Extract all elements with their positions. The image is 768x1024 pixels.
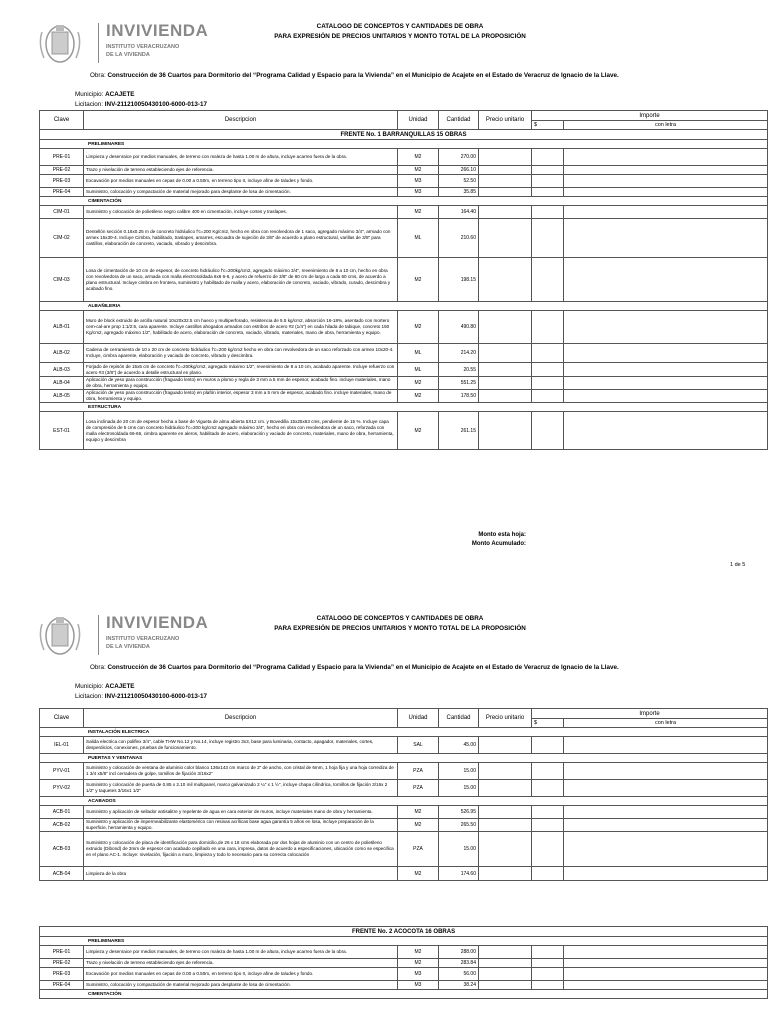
row-importe-numero[interactable] xyxy=(532,377,564,390)
col-descripcion-header: Descripcion xyxy=(84,709,398,728)
municipio-line: Municipio: ACAJETE xyxy=(75,91,135,98)
row-clave: PYV-01 xyxy=(40,763,84,780)
section-row xyxy=(40,140,768,149)
table-row xyxy=(40,390,768,403)
licitacion-value: INV-211210050430100-6000-013-17 xyxy=(104,101,208,108)
row-unidad: M2 xyxy=(398,390,439,403)
row-importe-letra[interactable] xyxy=(564,867,768,881)
col-precio-header: Precio unitario xyxy=(479,709,532,728)
row-clave: CIM-03 xyxy=(40,258,84,302)
section-title: PRELIMINARES xyxy=(40,937,768,946)
licitacion-line: Licitacion: INV-211210050430100-6000-013-17 xyxy=(75,101,208,108)
row-importe-numero[interactable] xyxy=(532,819,564,832)
row-importe-letra[interactable] xyxy=(564,258,768,302)
row-importe-numero[interactable] xyxy=(532,149,564,166)
row-description: Losa de cimentación de 10 cm de espesor, de concreto hidráulico f'c=200kg/cm2, agregado máximo 3/4", revenimiento de 8 a 10 cm, hecho en obra con revolvedora de un saco, armada con malla electrosoldada 6x6 6-6, y acero de refuerzo de 3/8" de 60 cm de largo a cada 60 cms, de acuerdo a plano estructural. Incluye cimbra en frontera, suministro y habilitado de malla y acero, elaboración de concreto, vaciado, vibrado, curado, descimbra y acabado fino. xyxy=(84,258,398,302)
row-importe-letra[interactable] xyxy=(564,344,768,363)
brand-subtitle-1: INSTITUTO VERACRUZANO xyxy=(106,636,180,642)
row-description: Limpieza de la obra xyxy=(84,867,398,881)
row-clave: ACB-02 xyxy=(40,819,84,832)
row-importe-letra[interactable] xyxy=(564,219,768,258)
row-description: Forjado de repisón de 15x5 cm de concreto f'c=200kg/cm2, agregado máximo 1/2", revenimiento de 8 a 10 cm, acabado aparente. Incluye refuerzo con acero #3 (3/8") de acuerdo a detalle estructural en plano. xyxy=(84,363,398,377)
municipio-value: ACAJETE xyxy=(105,91,135,98)
row-importe-letra[interactable] xyxy=(564,832,768,867)
section-row xyxy=(40,728,768,737)
row-importe-numero[interactable] xyxy=(532,206,564,219)
municipio-value: ACAJETE xyxy=(105,683,135,690)
row-unidad: ML xyxy=(398,344,439,363)
row-cantidad: 38.24 xyxy=(439,981,479,990)
section-title: INSTALACIÓN ELECTRICA xyxy=(40,728,768,737)
row-precio-unitario[interactable] xyxy=(479,258,532,302)
section-row xyxy=(40,754,768,763)
row-precio-unitario[interactable] xyxy=(479,832,532,867)
row-description: Aplicación de yeso para construcción (fraguado lento) en muros a plomo y regla de 3 mm a 5 mm de espesor, acabado fino. incluye materiales, mano de obra, herramienta y equipo. xyxy=(84,377,398,390)
row-clave: PRE-04 xyxy=(40,188,84,197)
monto-summary xyxy=(450,531,526,549)
table-row xyxy=(40,946,768,959)
row-unidad: M3 xyxy=(398,981,439,990)
col-dollar-header: $ xyxy=(532,121,564,130)
col-cantidad-header: Cantidad xyxy=(439,111,479,130)
table-row xyxy=(40,166,768,175)
row-clave: ALB-03 xyxy=(40,363,84,377)
row-description: Suministro y colocación de polietileno negro calibre 400 en cimentación, incluye cortes y traslapes. xyxy=(84,206,398,219)
col-cantidad-header: Cantidad xyxy=(439,709,479,728)
row-clave: PRE-02 xyxy=(40,166,84,175)
row-unidad: M2 xyxy=(398,412,439,450)
row-clave: PYV-02 xyxy=(40,780,84,797)
obra-text: Construcción de 36 Cuartos para Dormitorio del “Programa Calidad y Espacio para la Vivienda” en el Municipio de Acajete en el Estado de Veracruz de Ignacio de la Llave. xyxy=(107,664,619,671)
licitacion-value: INV-211210050430100-6000-013-17 xyxy=(104,693,208,700)
row-cantidad: 174.60 xyxy=(439,867,479,881)
col-dollar-header: $ xyxy=(532,719,564,728)
row-clave: ACB-01 xyxy=(40,806,84,819)
row-importe-letra[interactable] xyxy=(564,166,768,175)
monto-hoja-label: Monto esta hoja: xyxy=(478,532,526,538)
row-precio-unitario[interactable] xyxy=(479,363,532,377)
row-cantidad: 490.80 xyxy=(439,311,479,344)
row-importe-letra[interactable] xyxy=(564,959,768,968)
licitacion-line: Licitacion: INV-211210050430100-6000-013-17 xyxy=(75,693,208,700)
concepts-table xyxy=(39,708,768,881)
row-importe-numero[interactable] xyxy=(532,344,564,363)
row-importe-letra[interactable] xyxy=(564,363,768,377)
col-unidad-header: Unidad xyxy=(398,111,439,130)
obra-text: Construcción de 36 Cuartos para Dormitorio del “Programa Calidad y Espacio para la Vivienda” en el Municipio de Acajete en el Estado de Veracruz de Ignacio de la Llave. xyxy=(107,72,619,79)
row-precio-unitario[interactable] xyxy=(479,819,532,832)
row-precio-unitario[interactable] xyxy=(479,344,532,363)
row-importe-numero[interactable] xyxy=(532,166,564,175)
row-cantidad: 214.20 xyxy=(439,344,479,363)
brand-subtitle-1: INSTITUTO VERACRUZANO xyxy=(106,44,180,50)
section-row xyxy=(40,197,768,206)
row-description: Suministro y colocación de ventana de aluminio color blanco 136x143 cm marco de 2" de ancho, con cristal de 6mm, 1 hoja fija y una hoja corrediza de 1 3/4 x5/8" incl cerradera de golpe, tornillos de fijación 3/16x2" xyxy=(84,763,398,780)
obra-label: Obra: xyxy=(90,72,106,79)
row-importe-numero[interactable] xyxy=(532,390,564,403)
row-unidad: PZA xyxy=(398,763,439,780)
row-importe-numero[interactable] xyxy=(532,780,564,797)
row-description: Excavación por medios manuales en cepas de 0.00 a 0.50m, en terreno tipo II, incluye afine de taludes y fondo. xyxy=(84,175,398,188)
obra-line xyxy=(90,72,619,79)
row-importe-numero[interactable] xyxy=(532,737,564,754)
row-precio-unitario[interactable] xyxy=(479,188,532,197)
table-row xyxy=(40,968,768,981)
row-cantidad: 20.55 xyxy=(439,363,479,377)
row-clave: ALB-04 xyxy=(40,377,84,390)
monto-acumulado-label: Monto Acumulado: xyxy=(471,541,526,547)
section-row xyxy=(40,403,768,412)
section-title: ACABADOS xyxy=(40,797,768,806)
row-importe-letra[interactable] xyxy=(564,149,768,166)
row-clave: ACB-04 xyxy=(40,867,84,881)
row-description: Limpieza y desenraice por medios manuales, de terreno con maleza de hasta 1.00 m de altura, incluye acarreo fuera de la obra. xyxy=(84,946,398,959)
section-title: ESTRUCTURA xyxy=(40,403,768,412)
row-description: Cadena de cerramiento de 10 x 20 cm de concreto hidráulico f'c=200 kg/cm2 hecho en obra con revolvedora de un saco reforzado con armex 10x20-4. Incluye, cimbra aparente, elaboración y vaciado de concreto, vibrado y descimbra. xyxy=(84,344,398,363)
municipio-line: Municipio: ACAJETE xyxy=(75,683,135,690)
table-row xyxy=(40,737,768,754)
row-importe-letra[interactable] xyxy=(564,377,768,390)
table-row xyxy=(40,832,768,867)
row-importe-letra[interactable] xyxy=(564,188,768,197)
row-importe-numero[interactable] xyxy=(532,968,564,981)
section-title: CIMENTACIÓN xyxy=(40,197,768,206)
row-cantidad: 15.00 xyxy=(439,763,479,780)
table-row xyxy=(40,867,768,881)
table-row xyxy=(40,412,768,450)
title-line-1: CATALOGO DE CONCEPTOS Y CANTIDADES DE OBRA xyxy=(316,615,484,622)
col-descripcion-header: Descripcion xyxy=(84,111,398,130)
title-line-2: PARA EXPRESIÓN DE PRECIOS UNITARIOS Y MONTO TOTAL DE LA PROPOSICIÓN xyxy=(274,33,526,40)
table-row xyxy=(40,780,768,797)
row-description: Suministro y aplicación de sellador antisalitre y repelente de agua en cara exterior de muros, incluye materiales mano de obra y herramienta. xyxy=(84,806,398,819)
row-importe-numero[interactable] xyxy=(532,412,564,450)
row-importe-numero[interactable] xyxy=(532,311,564,344)
row-unidad: M2 xyxy=(398,311,439,344)
row-precio-unitario[interactable] xyxy=(479,763,532,780)
row-precio-unitario[interactable] xyxy=(479,377,532,390)
row-unidad: M2 xyxy=(398,867,439,881)
row-cantidad: 270.00 xyxy=(439,149,479,166)
table-row xyxy=(40,363,768,377)
concepts-table-frente-2 xyxy=(39,926,768,999)
frente-title: FRENTE No. 1 BARRANQUILLAS 15 OBRAS xyxy=(40,130,768,140)
row-importe-numero[interactable] xyxy=(532,763,564,780)
row-unidad: SAL xyxy=(398,737,439,754)
frente-title: FRENTE No. 2 ACOCOTA 16 OBRAS xyxy=(40,927,768,937)
brand-subtitle-2: DE LA VIVIENDA xyxy=(106,52,150,58)
table-row xyxy=(40,175,768,188)
row-unidad: M2 xyxy=(398,806,439,819)
row-description: Dentellón sección 0.16x0.25 m de concreto hidráulico f'c=200 Kg/cm2, hecho en obra con revolvedora de 1 saco, agregado máximo 3/4", armado con armex 15x30-4. Incluye Cimbra, habilitado, traslapes, amarres, escuadra de sujeción de 3/8" de acuerdo a plano estructural, varillas de 3/8" para castillos, elaboración de concreto, vaciado, vibrado y descimbra. xyxy=(84,219,398,258)
row-importe-letra[interactable] xyxy=(564,737,768,754)
col-unidad-header: Unidad xyxy=(398,709,439,728)
row-precio-unitario[interactable] xyxy=(479,206,532,219)
row-cantidad: 198.15 xyxy=(439,258,479,302)
row-unidad: ML xyxy=(398,219,439,258)
row-importe-numero[interactable] xyxy=(532,188,564,197)
row-cantidad: 52.50 xyxy=(439,175,479,188)
table-row xyxy=(40,258,768,302)
row-importe-letra[interactable] xyxy=(564,806,768,819)
row-unidad: M2 xyxy=(398,206,439,219)
col-clave-header: Clave xyxy=(40,111,84,130)
table-row xyxy=(40,981,768,990)
document-title xyxy=(260,22,540,42)
row-description: Suministro y colocación de puerta de 0.85 x 2.10 mil multipanel, marco galvanizado 2 ¼" x 1 ½", incluye chapa cilíndrica, tornillos de fijación 3/16x 2 1/2" y taquetes 3/16x1 1/2" xyxy=(84,780,398,797)
concepts-table xyxy=(39,110,768,450)
row-cantidad: 283.84 xyxy=(439,959,479,968)
row-importe-numero[interactable] xyxy=(532,981,564,990)
row-description: Suministro, colocación y compactación de material mejorado para desplante de losa de cimentación. xyxy=(84,188,398,197)
row-cantidad: 178.50 xyxy=(439,390,479,403)
row-importe-letra[interactable] xyxy=(564,311,768,344)
row-cantidad: 526.95 xyxy=(439,806,479,819)
row-unidad: PZA xyxy=(398,832,439,867)
row-importe-numero[interactable] xyxy=(532,867,564,881)
title-line-1: CATALOGO DE CONCEPTOS Y CANTIDADES DE OBRA xyxy=(316,23,484,30)
row-clave: PRE-04 xyxy=(40,981,84,990)
row-clave: ALB-01 xyxy=(40,311,84,344)
row-precio-unitario[interactable] xyxy=(479,780,532,797)
row-importe-letra[interactable] xyxy=(564,968,768,981)
row-cantidad: 288.00 xyxy=(439,946,479,959)
obra-line xyxy=(90,664,619,671)
row-precio-unitario[interactable] xyxy=(479,981,532,990)
document-title xyxy=(260,614,540,634)
row-unidad: M2 xyxy=(398,819,439,832)
col-precio-header: Precio unitario xyxy=(479,111,532,130)
section-title: CIMENTACIÓN xyxy=(40,990,768,999)
title-line-2: PARA EXPRESIÓN DE PRECIOS UNITARIOS Y MONTO TOTAL DE LA PROPOSICIÓN xyxy=(274,625,526,632)
section-title: PUERTAS Y VENTANAS xyxy=(40,754,768,763)
row-precio-unitario[interactable] xyxy=(479,946,532,959)
table-row xyxy=(40,819,768,832)
row-importe-letra[interactable] xyxy=(564,819,768,832)
row-unidad: PZA xyxy=(398,780,439,797)
row-cantidad: 164.40 xyxy=(439,206,479,219)
row-description: Limpieza y desenraice por medios manuales, de terreno con maleza de hasta 1.00 m de altura, incluye acarreo fuera de la obra. xyxy=(84,149,398,166)
row-description: Muro de block extruido de arcilla natural 10x20x32.5 cm hueco y multiperforado, resistencia de 5.5 kg/cm2, absorción 16-18%, asentado con mortero cem-cal-are prop 1:1/2:6, cara aparente. Incluye castillos ahogados armados con estribos de acero #2 (1/4") en cada hilada de tabique, concreto 150 Kg/cm2, agregado máximo 1/2", habilitado de acero, elaboración de concreto, vaciado, vibrado, materiales, mano de obra, herramienta y equipo. xyxy=(84,311,398,344)
section-title: ALBAÑILERIA xyxy=(40,302,768,311)
row-importe-numero[interactable] xyxy=(532,946,564,959)
row-importe-letra[interactable] xyxy=(564,412,768,450)
row-importe-letra[interactable] xyxy=(564,780,768,797)
row-clave: PRE-03 xyxy=(40,968,84,981)
row-unidad: M2 xyxy=(398,946,439,959)
row-description: Suministro, colocación y compactación de material mejorado para desplante de losa de cimentación. xyxy=(84,981,398,990)
row-clave: ALB-02 xyxy=(40,344,84,363)
table-row xyxy=(40,344,768,363)
row-precio-unitario[interactable] xyxy=(479,867,532,881)
table-row xyxy=(40,806,768,819)
row-unidad: M2 xyxy=(398,377,439,390)
row-importe-numero[interactable] xyxy=(532,219,564,258)
row-importe-numero[interactable] xyxy=(532,832,564,867)
col-importe-header: Importe xyxy=(532,709,768,719)
row-precio-unitario[interactable] xyxy=(479,959,532,968)
row-cantidad: 35.85 xyxy=(439,188,479,197)
table-row xyxy=(40,311,768,344)
row-precio-unitario[interactable] xyxy=(479,311,532,344)
row-unidad: M3 xyxy=(398,188,439,197)
row-importe-numero[interactable] xyxy=(532,363,564,377)
row-unidad: M2 xyxy=(398,149,439,166)
row-clave: EST-01 xyxy=(40,412,84,450)
row-cantidad: 265.50 xyxy=(439,819,479,832)
row-precio-unitario[interactable] xyxy=(479,968,532,981)
row-clave: ACB-03 xyxy=(40,832,84,867)
row-precio-unitario[interactable] xyxy=(479,737,532,754)
section-row xyxy=(40,302,768,311)
row-importe-numero[interactable] xyxy=(532,959,564,968)
row-precio-unitario[interactable] xyxy=(479,175,532,188)
row-precio-unitario[interactable] xyxy=(479,219,532,258)
row-cantidad: 551.25 xyxy=(439,377,479,390)
row-unidad: M2 xyxy=(398,166,439,175)
row-importe-numero[interactable] xyxy=(532,258,564,302)
section-row xyxy=(40,990,768,999)
brand-name: INVIVIENDA xyxy=(106,21,209,40)
row-description: Trazo y nivelación de terreno estableciendo ejes de referencia. xyxy=(84,166,398,175)
row-precio-unitario[interactable] xyxy=(479,390,532,403)
row-unidad: M2 xyxy=(398,959,439,968)
col-importe-header: Importe xyxy=(532,111,768,121)
row-importe-letra[interactable] xyxy=(564,206,768,219)
row-cantidad: 15.00 xyxy=(439,780,479,797)
row-importe-letra[interactable] xyxy=(564,981,768,990)
row-clave: PRE-02 xyxy=(40,959,84,968)
veracruz-seal-icon xyxy=(36,22,84,66)
row-unidad: M3 xyxy=(398,175,439,188)
section-title: PRELIMINARES xyxy=(40,140,768,149)
row-description: Suministro y aplicación de impermeabilizante elastomérico con resinas acrílicas base agua garantía 5 años en losa, incluye preparación de la superficie, herramienta y equipo. xyxy=(84,819,398,832)
row-clave: PRE-03 xyxy=(40,175,84,188)
row-precio-unitario[interactable] xyxy=(479,806,532,819)
section-row xyxy=(40,937,768,946)
row-description: Suministro y colocación de placa de identificación para domicilio,de 26 x 18 cms elaborada por dos hojas de aluminio con un centro de polietileno extruido (Dibond) de 3mm de espesor con acabado cepillado en una cara, impresa, datos de acuerdo a especificaciones, ubicación como se especifica en el plano AC-1. Incluye: nivelación, fijación a muro, limpieza y todo lo necesario para su correcta colocación xyxy=(84,832,398,867)
table-row xyxy=(40,149,768,166)
row-description: Excavación por medios manuales en cepas de 0.00 a 0.50m, en terreno tipo II, incluye afine de taludes y fondo. xyxy=(84,968,398,981)
row-cantidad: 261.15 xyxy=(439,412,479,450)
page-number: 1 de 5 xyxy=(730,562,746,568)
row-description: Aplicación de yeso para construcción (fraguado lento) en plafón interior, espesor 3 mm a 5 mm de espesor, acabado fino. incluye materiales, mano de obra, herramienta y equipo. xyxy=(84,390,398,403)
row-clave: IEL-01 xyxy=(40,737,84,754)
invivienda-logo xyxy=(36,20,236,68)
row-unidad: ML xyxy=(398,363,439,377)
row-cantidad: 45.00 xyxy=(439,737,479,754)
row-clave: PRE-01 xyxy=(40,149,84,166)
row-description: Salida electrica con poliflex 3/4", cable THW No.12 y No.14, incluye registro 3x3, base para luminaria, contacto, apagador, materiales, cortes, desperdicios, conexiones, pruebas de funcionamiento. xyxy=(84,737,398,754)
col-letra-header: con letra xyxy=(564,121,768,130)
row-cantidad: 266.10 xyxy=(439,166,479,175)
row-importe-letra[interactable] xyxy=(564,390,768,403)
table-row xyxy=(40,188,768,197)
row-clave: CIM-01 xyxy=(40,206,84,219)
row-precio-unitario[interactable] xyxy=(479,149,532,166)
col-letra-header: con letra xyxy=(564,719,768,728)
brand-name: INVIVIENDA xyxy=(106,613,209,632)
row-importe-letra[interactable] xyxy=(564,175,768,188)
table-row xyxy=(40,206,768,219)
row-cantidad: 56.00 xyxy=(439,968,479,981)
row-unidad: M2 xyxy=(398,258,439,302)
col-clave-header: Clave xyxy=(40,709,84,728)
row-cantidad: 210.60 xyxy=(439,219,479,258)
row-importe-numero[interactable] xyxy=(532,175,564,188)
brand-subtitle-2: DE LA VIVIENDA xyxy=(106,644,150,650)
row-clave: CIM-02 xyxy=(40,219,84,258)
veracruz-seal-icon xyxy=(36,614,84,658)
row-precio-unitario[interactable] xyxy=(479,166,532,175)
row-importe-letra[interactable] xyxy=(564,946,768,959)
row-description: Trazo y nivelación de terreno estableciendo ejes de referencia. xyxy=(84,959,398,968)
row-unidad: M3 xyxy=(398,968,439,981)
row-precio-unitario[interactable] xyxy=(479,412,532,450)
row-clave: ALB-05 xyxy=(40,390,84,403)
table-row xyxy=(40,959,768,968)
table-row xyxy=(40,763,768,780)
table-row xyxy=(40,219,768,258)
obra-label: Obra: xyxy=(90,664,106,671)
row-cantidad: 15.00 xyxy=(439,832,479,867)
invivienda-logo xyxy=(36,612,236,660)
row-description: Losa inclinada de 20 cm de espesor hecha a base de Vigueta de alma abierta 5X12 cm. y Bovedilla 15x25x63 cms, pendiente de 15 %. Incluye capa de compresión de 5 cms con concreto hidráulico f'c=200 kg/cm2 agregado máximo 3/4", hecho en obra con revolvedora de un saco, reforzada con malla electrosoldada 66-66, cimbra aparente en aleros, habilitado de acero, elaboración y vaciado de concreto, materiales, mano de obra, herramienta, equipo y descimbra xyxy=(84,412,398,450)
row-clave: PRE-01 xyxy=(40,946,84,959)
table-row xyxy=(40,377,768,390)
section-row xyxy=(40,797,768,806)
row-importe-numero[interactable] xyxy=(532,806,564,819)
row-importe-letra[interactable] xyxy=(564,763,768,780)
